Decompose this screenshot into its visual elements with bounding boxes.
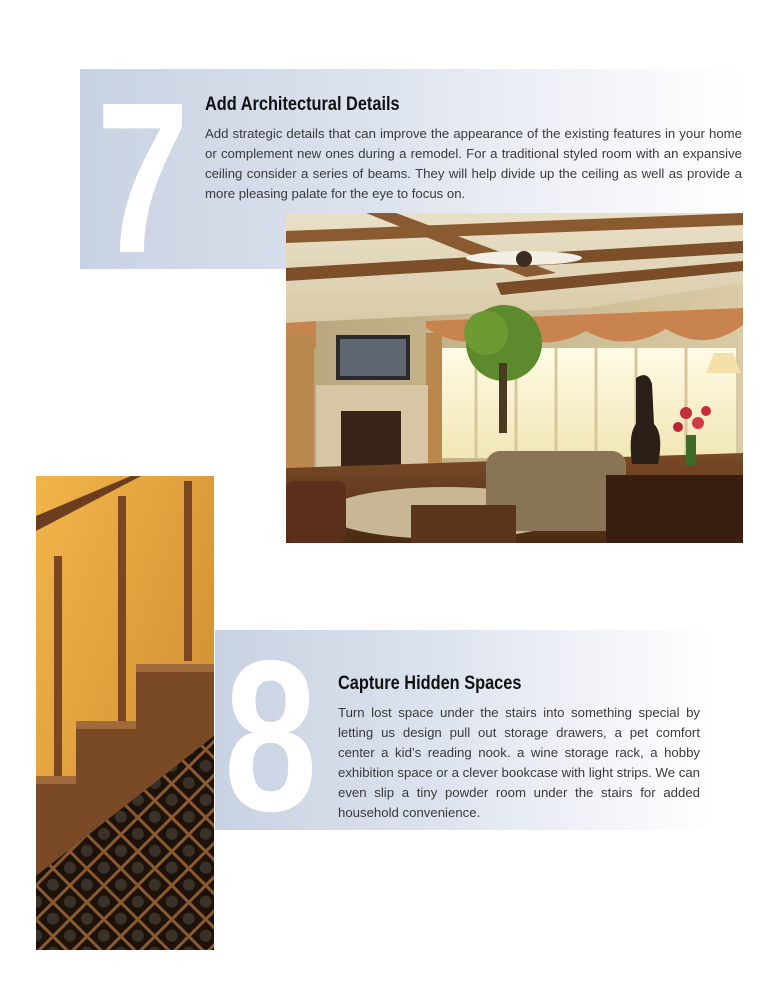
section-7-body: Add strategic details that can improve the appearance of the existing features in your home or complement new ones during a remodel. For a traditional styled room with an expansive ceiling consider a series of beams. They will help divide up the ceiling as well as provide a more pleasing palate for the eye to focus on.: [205, 126, 742, 201]
section-8-title: Capture Hidden Spaces: [338, 673, 522, 694]
section-8-body: Turn lost space under the stairs into something special by letting us design pull out storage drawers, a pet comfort center a kid’s reading nook. a wine storage rack, a hobby exhibition space or a clever bookcase with light strips. We can even slip a tiny powder room under the stairs for added household convenience.: [338, 705, 700, 820]
living-room-beams-photo: [286, 213, 743, 543]
section-8-number: 8: [224, 615, 318, 856]
staircase-wine-rack-photo: [36, 476, 214, 950]
section-7-number: 7: [96, 57, 190, 298]
section-7-title: Add Architectural Details: [205, 94, 400, 115]
